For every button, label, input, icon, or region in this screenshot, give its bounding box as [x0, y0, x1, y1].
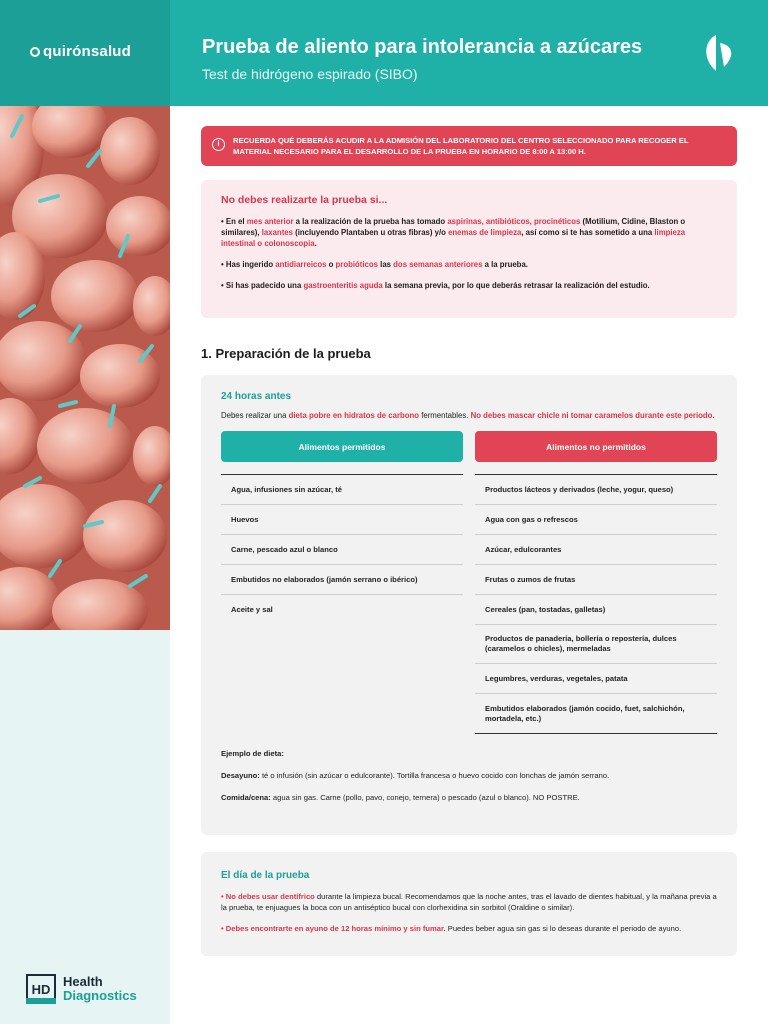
brand-name: quirónsalud — [43, 43, 132, 60]
forbidden-foods-column — [475, 431, 717, 734]
forbidden-food-item: Legumbres, verduras, vegetales, patata — [475, 664, 717, 694]
section-title-preparation: 1. Preparación de la prueba — [201, 346, 371, 361]
diet-intro: Debes realizar una dieta pobre en hidratos de carbono fermentables. No debes mascar chicle ni tomar caramelos durante este periodo. — [221, 411, 715, 420]
contraindications-box — [201, 180, 737, 318]
forbidden-food-item: Frutas o zumos de frutas — [475, 565, 717, 595]
page-header — [170, 0, 768, 106]
test-day-instruction: • Debes encontrarte en ayuno de 12 horas mínimo y sin fumar. Puedes beber agua sin gas si lo deseas durante el periodo de ayuno. — [221, 924, 682, 933]
forbidden-food-item: Cereales (pan, tostadas, galletas) — [475, 595, 717, 625]
test-day-box — [201, 852, 737, 956]
forbidden-food-item: Azúcar, edulcorantes — [475, 535, 717, 565]
test-day-title: El día de la prueba — [221, 870, 310, 881]
alert-text: RECUERDA QUÉ DEBERÁS ACUDIR A LA ADMISIÓN DEL LABORATORIO DEL CENTRO SELECCIONADO PARA RECOGER EL MATERIAL NECESARIO PARA EL DESARROLLO DE LA PRUEBA EN HORARIO DE 8:00 A 13:00 H. — [233, 136, 689, 156]
forbidden-food-item: Embutidos elaborados (jamón cocido, fuet, salchichón, mortadela, etc.) — [485, 703, 685, 723]
sidebar — [0, 0, 170, 1024]
preparation-box — [201, 375, 737, 835]
allowed-foods-column — [221, 431, 463, 734]
quironsalud-logo-icon — [30, 47, 40, 57]
forbidden-food-item: Productos lácteos y derivados (leche, yogur, queso) — [475, 475, 717, 505]
hd-logo-mark: HD — [26, 974, 56, 1004]
main-content — [201, 126, 737, 956]
allowed-foods-header: Alimentos permitidos — [221, 431, 463, 462]
contraindication-item: • Si has padecido una gastroenteritis aguda la semana previa, por lo que deberás retrasar la realización del estudio. — [221, 281, 650, 290]
test-day-instruction: • No debes usar dentífrico durante la limpieza bucal. Recomendamos que la noche antes, tras el lavado de dientes habitual, y la mañana previa a la prueba, te enjuagues la boca con un antiséptico bucal con clorhexidina sin sorbitol (Oraldine o similar). — [221, 892, 717, 912]
diet-example-meal: Comida/cena: agua sin gas. Carne (pollo, pavo, conejo, ternera) o pescado (azul o blanco). NO POSTRE. — [221, 793, 580, 802]
admission-alert — [201, 126, 737, 166]
diet-example — [221, 748, 717, 803]
contraindication-item: • Has ingerido antidiarreicos o probióticos las dos semanas anteriores a la prueba. — [221, 260, 528, 269]
allowed-food-item: Embutidos no elaborados (jamón serrano o ibérico) — [221, 565, 463, 595]
contraindication-item: • En el mes anterior a la realización de la prueba has tomado aspirinas, antibióticos, procinéticos (Motilium, Cidine, Blaston o similares), laxantes (incluyendo Plantaben u otras fibras) y/o enemas de limpieza, así como si te has sometido a una limpieza intestinal o colonoscopia. — [221, 217, 686, 248]
intestinal-villi-image — [0, 106, 170, 630]
diet-example-breakfast: Desayuno: té o infusión (sin azúcar o edulcorante). Tortilla francesa o huevo cocido con lonchas de jamón serrano. — [221, 771, 610, 780]
sidebar-brand-band — [0, 0, 170, 106]
forbidden-food-item: Productos de panadería, bollería o repostería, dulces (caramelos o chicles), mermeladas — [475, 625, 717, 664]
info-icon: i — [212, 138, 225, 151]
allowed-food-item: Agua, infusiones sin azúcar, té — [221, 475, 463, 505]
forbidden-food-item: Agua con gas o refrescos — [475, 505, 717, 535]
diet-example-title: Ejemplo de dieta: — [221, 749, 284, 758]
page-subtitle: Test de hidrógeno espirado (SIBO) — [202, 66, 418, 82]
hd-logo-line2: Diagnostics — [63, 988, 137, 1003]
hd-logo-line1: Health — [63, 974, 103, 989]
allowed-food-item: Huevos — [221, 505, 463, 535]
health-diagnostics-logo — [26, 974, 137, 1004]
forbidden-foods-list — [475, 474, 717, 734]
brand-logo — [30, 43, 131, 60]
allowed-food-item: Carne, pescado azul o blanco — [221, 535, 463, 565]
allowed-foods-list — [221, 474, 463, 625]
leaf-logo-icon — [700, 31, 738, 73]
forbidden-foods-header: Alimentos no permitidos — [475, 431, 717, 462]
contraindications-title: No debes realizarte la prueba si... — [221, 194, 388, 206]
allowed-food-item: Aceite y sal — [231, 605, 273, 614]
page-title: Prueba de aliento para intolerancia a azúcares — [202, 36, 643, 58]
prep-title: 24 horas antes — [221, 391, 292, 402]
